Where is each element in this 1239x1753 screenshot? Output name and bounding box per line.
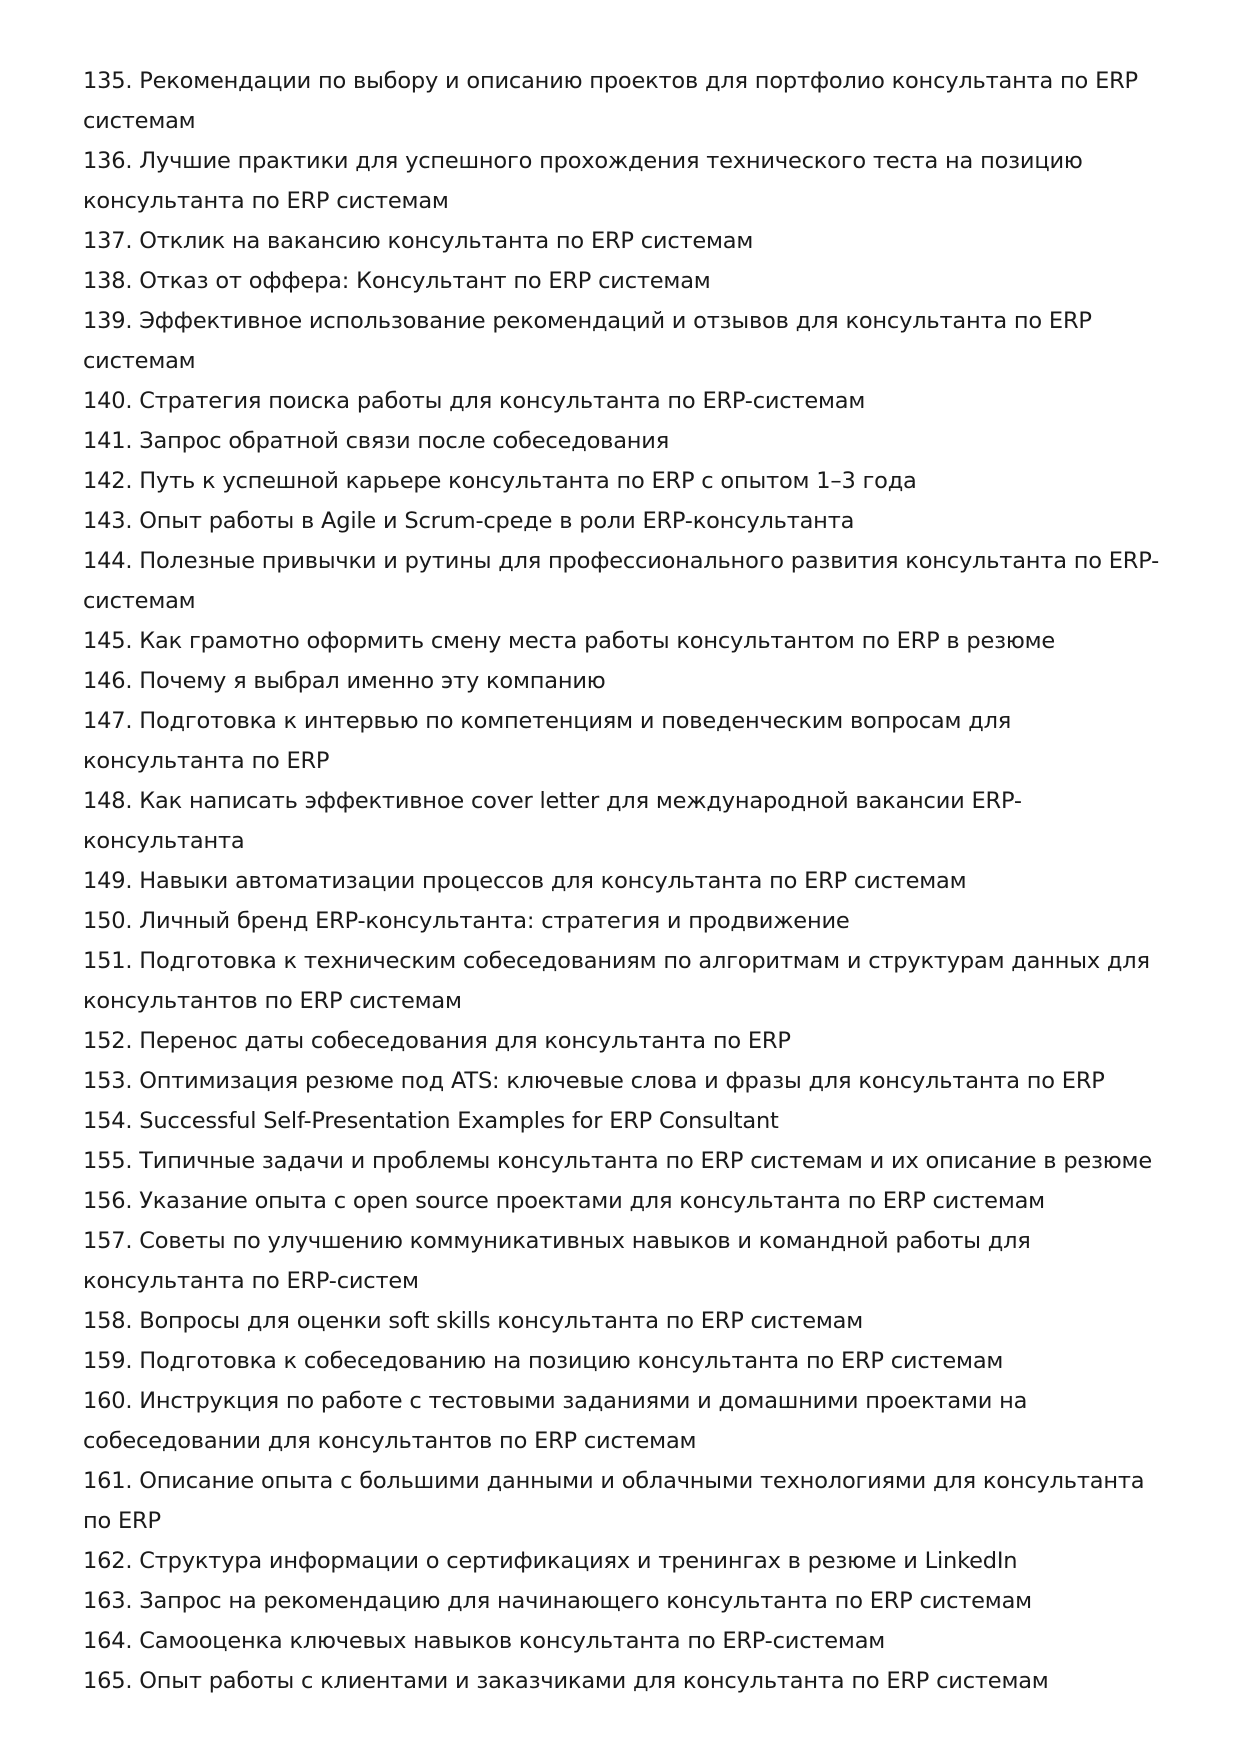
list-item-157: 157. Советы по улучшению коммуникативных навыков и командной работы для консультанта по ERP-систем (83, 1228, 1031, 1294)
list-item-152: 152. Перенос даты собеседования для консультанта по ERP (83, 1028, 791, 1054)
list-item-160: 160. Инструкция по работе с тестовыми заданиями и домашними проектами на собеседовании для консультантов по ERP системам (83, 1388, 1028, 1454)
list-item-148: 148. Как написать эффективное cover letter для международной вакансии ERP-консультанта (83, 788, 1022, 854)
list-item-158: 158. Вопросы для оценки soft skills консультанта по ERP системам (83, 1308, 863, 1334)
list-item-136: 136. Лучшие практики для успешного прохождения технического теста на позицию консультанта по ERP системам (83, 148, 1083, 214)
list-item-155: 155. Типичные задачи и проблемы консультанта по ERP системам и их описание в резюме (83, 1148, 1152, 1174)
list-item-162: 162. Структура информации о сертификациях и тренингах в резюме и LinkedIn (83, 1548, 1018, 1574)
list-item-135: 135. Рекомендации по выбору и описанию проектов для портфолио консультанта по ERP системам (83, 68, 1138, 134)
list-item-165: 165. Опыт работы с клиентами и заказчиками для консультанта по ERP системам (83, 1668, 1049, 1694)
list-item-142: 142. Путь к успешной карьере консультанта по ERP с опытом 1–3 года (83, 468, 917, 494)
list-item-143: 143. Опыт работы в Agile и Scrum-среде в роли ERP-консультанта (83, 508, 855, 534)
list-item-164: 164. Самооценка ключевых навыков консультанта по ERP-системам (83, 1628, 886, 1654)
list-item-146: 146. Почему я выбрал именно эту компанию (83, 668, 606, 694)
document-page (83, 61, 1168, 1701)
list-item-161: 161. Описание опыта с большими данными и облачными технологиями для консультанта по ERP (83, 1468, 1145, 1534)
list-item-159: 159. Подготовка к собеседованию на позицию консультанта по ERP системам (83, 1348, 1004, 1374)
list-item-144: 144. Полезные привычки и рутины для профессионального развития консультанта по ERP-системам (83, 548, 1160, 614)
list-item-139: 139. Эффективное использование рекомендаций и отзывов для консультанта по ERP системам (83, 308, 1092, 374)
list-item-140: 140. Стратегия поиска работы для консультанта по ERP-системам (83, 388, 866, 414)
list-item-141: 141. Запрос обратной связи после собеседования (83, 428, 670, 454)
list-item-147: 147. Подготовка к интервью по компетенциям и поведенческим вопросам для консультанта по ERP (83, 708, 1012, 774)
list-item-150: 150. Личный бренд ERP-консультанта: стратегия и продвижение (83, 908, 850, 934)
list-item-138: 138. Отказ от оффера: Консультант по ERP системам (83, 268, 711, 294)
list-item-137: 137. Отклик на вакансию консультанта по ERP системам (83, 228, 754, 254)
list-item-154: 154. Successful Self-Presentation Examples for ERP Consultant (83, 1108, 779, 1134)
list-item-145: 145. Как грамотно оформить смену места работы консультантом по ERP в резюме (83, 628, 1056, 654)
list-item-149: 149. Навыки автоматизации процессов для консультанта по ERP системам (83, 868, 967, 894)
list-item-151: 151. Подготовка к техническим собеседованиям по алгоритмам и структурам данных для консультантов по ERP системам (83, 948, 1150, 1014)
list-item-156: 156. Указание опыта с open source проектами для консультанта по ERP системам (83, 1188, 1045, 1214)
list-item-153: 153. Оптимизация резюме под ATS: ключевые слова и фразы для консультанта по ERP (83, 1068, 1105, 1094)
list-item-163: 163. Запрос на рекомендацию для начинающего консультанта по ERP системам (83, 1588, 1032, 1614)
